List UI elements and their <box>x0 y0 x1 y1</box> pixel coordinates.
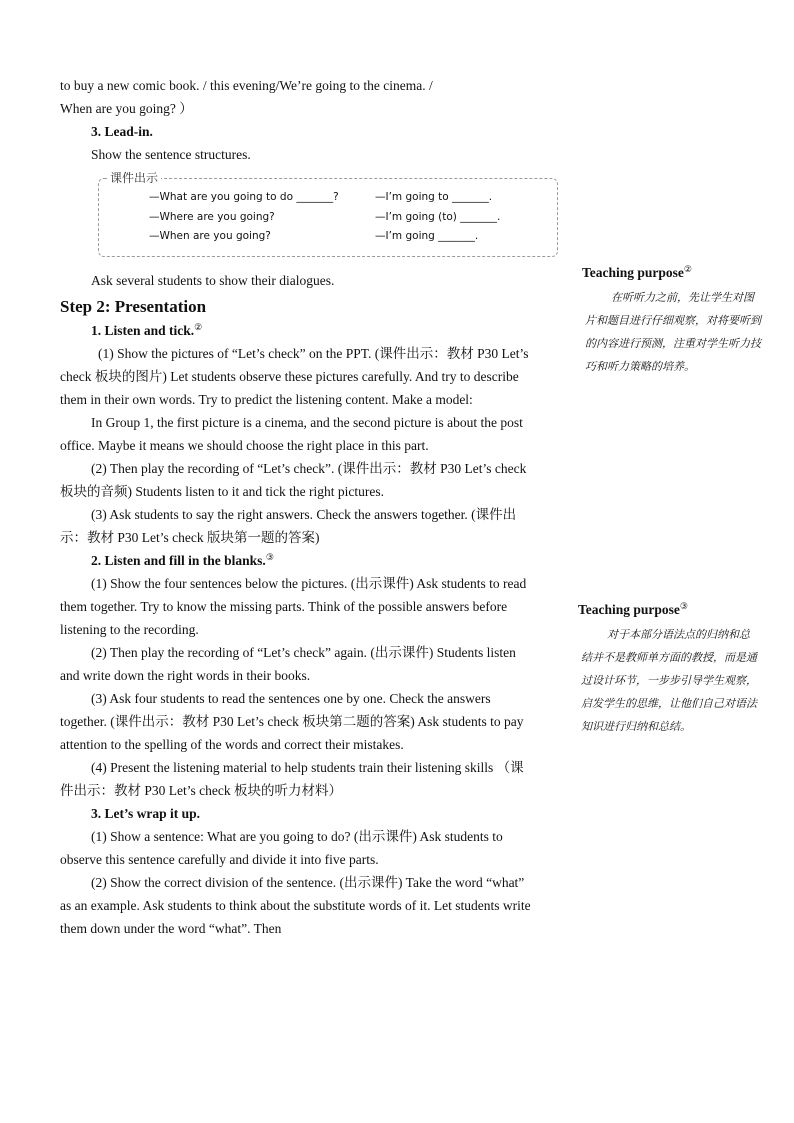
ask-dialogues: Ask several students to show their dialogues. <box>91 273 335 288</box>
listen-fill-step-2: (2) Then play the recording of “Let’s check” again. (出示课件) Students listen and write down the right words in their books. <box>60 645 516 683</box>
teaching-purpose-3-label: Teaching purpose <box>578 602 680 617</box>
listen-fill-heading-text: 2. Listen and fill in the blanks. <box>91 553 266 568</box>
listen-fill-step-3: (3) Ask four students to read the sentences one by one. Check the answers together. (课件出示：教材 P30 Let’s check 板块第二题的答案) Ask students to pay attention to the spelling of the words and correct their mistakes. <box>60 691 524 752</box>
model-paragraph: In Group 1, the first picture is a cinema, and the second picture is about the post office. Maybe it means we should choose the right place in this part. <box>60 415 523 453</box>
lead-in-text: Show the sentence structures. <box>91 147 251 162</box>
footnote-mark-2: ② <box>194 322 203 332</box>
answer-column <box>375 188 500 247</box>
question-column <box>149 188 339 247</box>
teaching-purpose-2-text: 在听听力之前，先让学生对图片和题目进行仔细观察，对将要听到的内容进行预测，注重对学生听力技巧和听力策略的培养。 <box>585 291 761 373</box>
question-when: —When are you going? <box>149 230 271 242</box>
wrap-heading: 3. Let’s wrap it up. <box>91 806 201 821</box>
wrap-step-1: (1) Show a sentence: What are you going to do? (出示课件) Ask students to observe this sentence carefully and divide it into five parts. <box>60 829 503 867</box>
courseware-box-title: 课件出示 <box>107 171 161 185</box>
answer-going-to: —I’m going to _______. <box>375 191 493 203</box>
listen-fill-step-1: (1) Show the four sentences below the pictures. (出示课件) Ask students to read them together. Try to know the missing parts. Think of the possible answers before listening to the recording. <box>60 576 527 637</box>
teaching-purpose-3 <box>578 601 758 738</box>
teaching-purpose-2-label: Teaching purpose <box>582 265 684 280</box>
teaching-purpose-3-heading <box>578 601 758 619</box>
question-where: —Where are you going? <box>149 210 275 223</box>
teaching-purpose-2-heading <box>582 264 762 282</box>
footnote-mark-3: ③ <box>265 552 274 562</box>
question-what: —What are you going to do _______? <box>149 191 339 203</box>
teaching-purpose-3-mark: ③ <box>679 601 688 611</box>
answer-going-to-place: —I’m going (to) _______. <box>375 210 501 223</box>
wrap-step-2: (2) Show the correct division of the sentence. (出示课件) Take the word “what” as an example. Ask students to think about the substitute words of it. Let students write them down under the word “what”. Then <box>60 875 531 936</box>
teaching-purpose-2 <box>582 264 762 378</box>
intro-line-1: to buy a new comic book. / this evening/We’re going to the cinema. / <box>60 78 433 93</box>
answer-going-time: —I’m going _______. <box>375 230 479 242</box>
listen-tick-step-2: (2) Then play the recording of “Let’s check”. (课件出示：教材 P30 Let’s check 板块的音频) Students listen to it and tick the right pictures. <box>60 461 527 499</box>
listen-tick-heading <box>60 319 532 342</box>
listen-fill-step-4: (4) Present the listening material to help students train their listening skills （课件出示：教材 P30 Let’s check 板块的听力材料） <box>60 760 524 798</box>
listen-fill-heading <box>60 549 532 572</box>
courseware-box <box>98 171 558 257</box>
teaching-purpose-2-mark: ② <box>683 264 692 274</box>
lead-in-heading: 3. Lead-in. <box>91 124 153 139</box>
teaching-purpose-3-text: 对于本部分语法点的归纳和总结并不是教师单方面的教授，而是通过设计环节，一步步引导学生观察，启发学生的思维，让他们自己对语法知识进行归纳和总结。 <box>581 628 757 733</box>
listen-tick-step-1: (1) Show the pictures of “Let’s check” on the PPT. (课件出示：教材 P30 Let’s check 板块的图片) Let students observe these pictures carefully. And try to describe them in their own words. Try to predict the listening content. Make a model: <box>60 346 529 407</box>
listen-tick-step-3: (3) Ask students to say the right answers. Check the answers together. (课件出示：教材 P30 Let’s check 版块第一题的答案) <box>60 507 517 545</box>
main-column <box>60 74 532 940</box>
listen-tick-heading-text: 1. Listen and tick. <box>91 323 195 338</box>
intro-line-2: When are you going? ） <box>60 101 193 116</box>
step2-title: Step 2: Presentation <box>60 297 207 316</box>
